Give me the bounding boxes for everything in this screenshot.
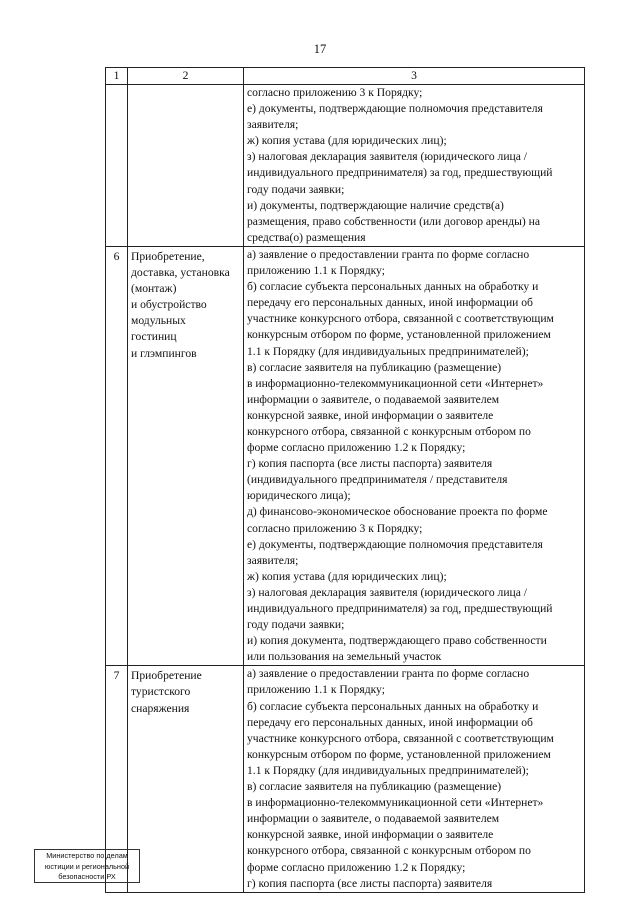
document-line: б) согласие субъекта персональных данных на обработку и <box>247 699 539 713</box>
document-line: передачу его персональных данных, иной информации об <box>247 296 533 310</box>
document-line: ж) копия устава (для юридических лиц); <box>247 134 447 148</box>
document-line: или пользования на земельный участок <box>247 650 442 664</box>
document-line: приложению 1.1 к Порядку; <box>247 264 385 278</box>
activity-name-line: (монтаж) <box>131 282 177 296</box>
document-line: средства(о) размещения <box>247 230 366 244</box>
document-line: форме согласно приложению 1.2 к Порядку; <box>247 441 466 455</box>
activity-name-cell <box>128 666 244 892</box>
table-header-row <box>106 68 585 85</box>
document-line: конкурсным отбором по форме, установленной приложением <box>247 328 551 342</box>
activity-name-line: и обустройство <box>131 298 207 312</box>
table-row <box>106 85 585 247</box>
document-line: заявителя; <box>247 553 299 567</box>
document-line: передачу его персональных данных, иной информации об <box>247 715 533 729</box>
document-line: в информационно-телекоммуникационной сети «Интернет» <box>247 796 544 810</box>
activity-name-line: гостиниц <box>131 330 177 344</box>
document-line: конкурсной заявке, иной информации о заявителе <box>247 828 494 842</box>
row-number: 7 <box>106 666 128 892</box>
document-line: а) заявление о предоставлении гранта по форме согласно <box>247 667 530 681</box>
document-line: (индивидуального предпринимателя / представителя <box>247 473 508 487</box>
document-line: а) заявление о предоставлении гранта по форме согласно <box>247 247 530 261</box>
row-number <box>106 85 128 247</box>
document-line: информации о заявителе, о подаваемой заявителем <box>247 392 500 406</box>
activity-name-line: доставка, установка <box>131 266 230 280</box>
document-line: в) согласие заявителя на публикацию (размещение) <box>247 360 502 374</box>
document-line: заявителя; <box>247 118 299 132</box>
document-line: участнике конкурсного отбора, связанной с соответствующим <box>247 312 554 326</box>
document-line: конкурсного отбора, связанной с конкурсным отбором по <box>247 844 531 858</box>
document-line: в) согласие заявителя на публикацию (размещение) <box>247 780 502 794</box>
document-line: з) налоговая декларация заявителя (юридического лица / <box>247 585 527 599</box>
document-line: индивидуального предпринимателя) за год, предшествующий <box>247 166 553 180</box>
activity-name-line: туристского <box>131 685 191 699</box>
document-line: 1.1 к Порядку (для индивидуальных предпринимателей); <box>247 344 529 358</box>
activity-name-line: модульных <box>131 314 186 328</box>
header-col-1: 1 <box>106 68 128 85</box>
table-row <box>106 666 585 892</box>
required-documents-cell <box>244 85 585 247</box>
document-line: конкурсным отбором по форме, установленной приложением <box>247 747 551 761</box>
required-documents-cell <box>244 666 585 892</box>
page-number: 17 <box>313 42 327 56</box>
document-line: приложению 1.1 к Порядку; <box>247 683 385 697</box>
stamp-line: юстиции и региональной <box>44 861 130 871</box>
document-line: конкурсной заявке, иной информации о заявителе <box>247 408 494 422</box>
document-line: участнике конкурсного отбора, связанной с соответствующим <box>247 731 554 745</box>
document-line: е) документы, подтверждающие полномочия представителя <box>247 102 543 116</box>
activity-name-line: Приобретение, <box>131 249 205 263</box>
document-table <box>105 67 585 893</box>
document-line: году подачи заявки; <box>247 618 345 632</box>
document-line: информации о заявителе, о подаваемой заявителем <box>247 812 500 826</box>
document-line: размещения, право собственности (или договор аренды) на <box>247 214 540 228</box>
stamp-line: Министерство по делам <box>46 851 128 860</box>
document-line: б) согласие субъекта персональных данных на обработку и <box>247 280 539 294</box>
document-line: согласно приложению 3 к Порядку; <box>247 86 423 99</box>
document-line: в информационно-телекоммуникационной сети «Интернет» <box>247 376 544 390</box>
document-line: д) финансово-экономическое обоснование проекта по форме <box>247 505 548 519</box>
document-line: индивидуального предпринимателя) за год, предшествующий <box>247 602 553 615</box>
stamp-line: безопасности РХ <box>58 872 116 881</box>
document-line: форме согласно приложению 1.2 к Порядку; <box>247 860 466 874</box>
required-documents-cell <box>244 246 585 665</box>
document-line: согласно приложению 3 к Порядку; <box>247 521 423 535</box>
document-line: з) налоговая декларация заявителя (юридического лица / <box>247 150 527 164</box>
document-line: г) копия паспорта (все листы паспорта) заявителя <box>247 457 493 471</box>
header-col-2: 2 <box>128 68 244 85</box>
document-line: конкурсного отбора, связанной с конкурсным отбором по <box>247 424 531 438</box>
document-line: и) документы, подтверждающие наличие средств(а) <box>247 198 504 212</box>
document-line: и) копия документа, подтверждающего право собственности <box>247 634 547 648</box>
document-line: юридического лица); <box>247 489 351 503</box>
document-line: ж) копия устава (для юридических лиц); <box>247 569 447 583</box>
ministry-stamp <box>34 849 140 883</box>
activity-name-line: Приобретение <box>131 669 202 683</box>
document-line: 1.1 к Порядку (для индивидуальных предпринимателей); <box>247 763 529 777</box>
activity-name-cell <box>128 85 244 247</box>
document-line: г) копия паспорта (все листы паспорта) заявителя <box>247 876 493 890</box>
activity-name-line: и глэмпингов <box>131 346 197 360</box>
document-line: е) документы, подтверждающие полномочия представителя <box>247 537 543 551</box>
header-col-3: 3 <box>244 68 585 85</box>
document-line: году подачи заявки; <box>247 182 345 196</box>
row-number: 6 <box>106 246 128 665</box>
activity-name-line: снаряжения <box>131 701 190 715</box>
table-row <box>106 246 585 665</box>
activity-name-cell <box>128 246 244 665</box>
